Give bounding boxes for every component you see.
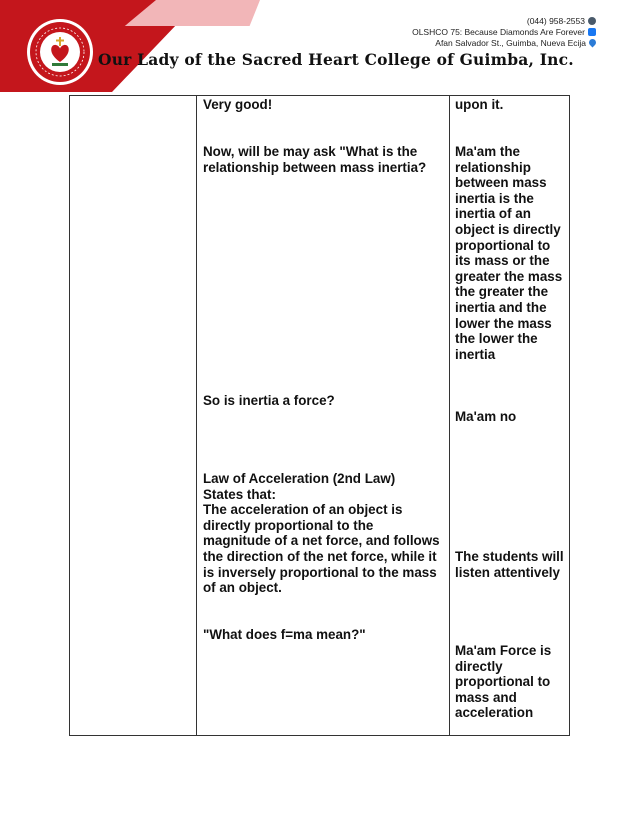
blank-column-cell (70, 96, 197, 736)
student-line: The students will listen attentively (455, 549, 564, 580)
student-line: upon it. (455, 97, 504, 112)
tagline-line (412, 27, 596, 38)
teacher-line: Now, will be may ask "What is the relationship between mass inertia? (203, 144, 427, 175)
tagline: OLSHCO 75: Because Diamonds Are Forever (412, 27, 585, 37)
teacher-line: Very good! (203, 97, 273, 112)
teacher-activity-cell (197, 96, 450, 736)
college-seal-logo (26, 18, 94, 86)
header-contact-block (412, 16, 596, 49)
teacher-line: Law of Acceleration (2nd Law) States that: The acceleration of an object is directly proportional to the magnitude of a net force, and follows the direction of the net force, while it is inversely proportional to the mass of an object. (203, 471, 440, 596)
college-name: Our Lady of the Sacred Heart College of Guimba, Inc. (98, 50, 574, 69)
phone-line (412, 16, 596, 27)
student-line: Ma'am Force is directly proportional to mass and acceleration (455, 643, 552, 721)
teacher-line: So is inertia a force? (203, 393, 335, 408)
table-row (70, 96, 570, 736)
student-line: Ma'am the relationship between mass inertia is the inertia of an object is directly proportional to its mass or the greater the mass the greater the inertia and the lower the mass the lower the inertia (455, 144, 563, 362)
phone-number: (044) 958-2553 (526, 16, 585, 26)
student-line: Ma'am no (455, 409, 517, 424)
address: Afan Salvador St., Guimba, Nueva Ecija (435, 38, 586, 48)
teacher-line: "What does f=ma mean?" (203, 627, 366, 642)
student-activity-cell (450, 96, 570, 736)
lesson-table (69, 95, 570, 736)
address-line (412, 38, 596, 49)
facebook-icon (588, 28, 596, 36)
phone-icon (588, 17, 596, 25)
location-icon (588, 38, 598, 48)
